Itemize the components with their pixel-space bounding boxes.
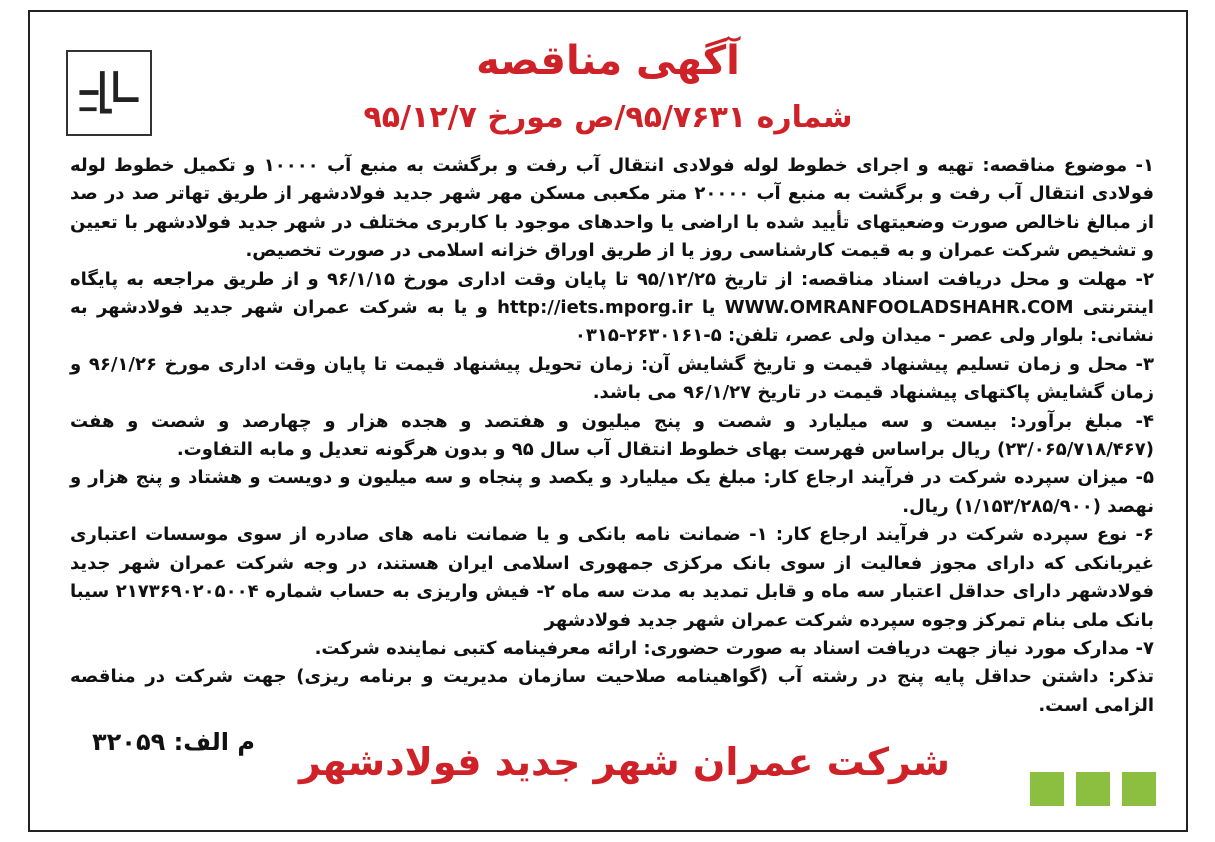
item-2-text-a: ۲- مهلت و محل دریافت اسناد مناقصه: از تاریخ ۹۵/۱۲/۲۵ تا پایان وقت اداری مورخ ۹۶/۱/۱۵ و از طریق مراجعه به پایگاه اینترنتی <box>70 268 1154 319</box>
item-2-or: یا <box>701 297 716 319</box>
green-square <box>1122 772 1156 806</box>
notice-number: شماره ۹۵/۷۶۳۱/ص مورخ ۹۵/۱۲/۷ <box>363 100 853 135</box>
serial-number: م الف: ۳۲۰۵۹ <box>92 728 255 756</box>
company-name: شرکت عمران شهر جدید فولادشهر <box>298 740 950 784</box>
item-2-text-b: و یا به شرکت عمران شهر جدید فولادشهر به نشانی: بلوار ولی عصر - میدان ولی عصر، تلفن: ۵-۲۶۳۰۱۶۱-۰۳۱۵ <box>70 297 1154 347</box>
item-6: ۶- نوع سپرده شرکت در فرآیند ارجاع کار: ۱- ضمانت نامه بانکی و یا ضمانت نامه های صادره از سوی موسسات اعتباری غیربانکی که دارای مجوز فعالیت از سوی بانک مرکزی جمهوری اسلامی ایران هستند، در وجه شرکت عمران شهر جدید فولادشهر دارای حداقل اعتبار سه ماه و قابل تمدید به مدت سه ماه ۲- فیش واریزی به حساب شماره ۲۱۷۳۶۹۰۲۰۵۰۰۴ سیبا بانک ملی بنام تمرکز وجوه سپرده شرکت عمران شهر جدید فولادشهر <box>70 524 1155 631</box>
item-2 <box>70 266 1154 351</box>
item-3: ۳- محل و زمان تسلیم پیشنهاد قیمت و تاریخ گشایش آن: زمان تحویل پیشنهاد قیمت تا پایان وقت اداری مورخ ۹۶/۱/۲۶ و زمان گشایش پاکتهای پیشنهاد قیمت در تاریخ ۹۶/۱/۲۷ می باشد. <box>70 353 1154 404</box>
notice-body <box>70 152 1154 720</box>
iets-link[interactable]: http://iets.mporg.ir <box>497 297 693 319</box>
notice-title: آگهی مناقصه <box>476 38 740 84</box>
note: تذکر: داشتن حداقل پایه پنج در رشته آب (گواهینامه صلاحیت سازمان مدیریت و برنامه ریزی) جهت شرکت در مناقصه الزامی است. <box>70 666 1154 716</box>
green-square <box>1076 772 1110 806</box>
item-7: ۷- مدارک مورد نیاز جهت دریافت اسناد به صورت حضوری: ارائه معرفینامه کتبی نماینده شرکت. <box>314 637 1154 659</box>
item-5: ۵- میزان سپرده شرکت در فرآیند ارجاع کار: مبلغ یک میلیارد و یکصد و پنجاه و سه میلیون و دویست و هشتاد و پنج هزار و نهصد (۱/۱۵۳/۲۸۵/۹۰۰) ریال. <box>70 467 1154 517</box>
website-link[interactable]: WWW.OMRANFOOLADSHAHR.COM <box>724 297 1074 319</box>
item-4: ۴- مبلغ برآورد: بیست و سه میلیارد و شصت و پنج میلیون و هفتصد و هجده هزار و چهارصد و شصت و هفت (۲۳/۰۶۵/۷۱۸/۴۶۷) ریال براساس فهرست بهای خطوط انتقال آب سال ۹۵ و بدون هرگونه تعدیل و مابه التفاوت. <box>70 410 1154 461</box>
item-1: ۱- موضوع مناقصه: تهیه و اجرای خطوط لوله فولادی انتقال آب رفت و برگشت به منبع آب ۱۰۰۰۰ و تکمیل خطوط لوله فولادی انتقال آب رفت و برگشت به منبع آب ۲۰۰۰۰ متر مکعبی مسکن مهر شهر جدید فولادشهر از طریق تهاتر صد در صد از مبالغ ناخالص صورت وضعیتهای تأیید شده با اراضی یا واحدهای موجود با کاربری مختلف در شهر جدید فولادشهر با تعیین و تشخیص شرکت عمران و به قیمت کارشناسی روز یا از طریق اوراق خزانه اسلامی در صورت تخصیص. <box>70 155 1154 262</box>
decorative-squares <box>1030 772 1156 806</box>
notice-frame <box>28 10 1188 832</box>
green-square <box>1030 772 1064 806</box>
